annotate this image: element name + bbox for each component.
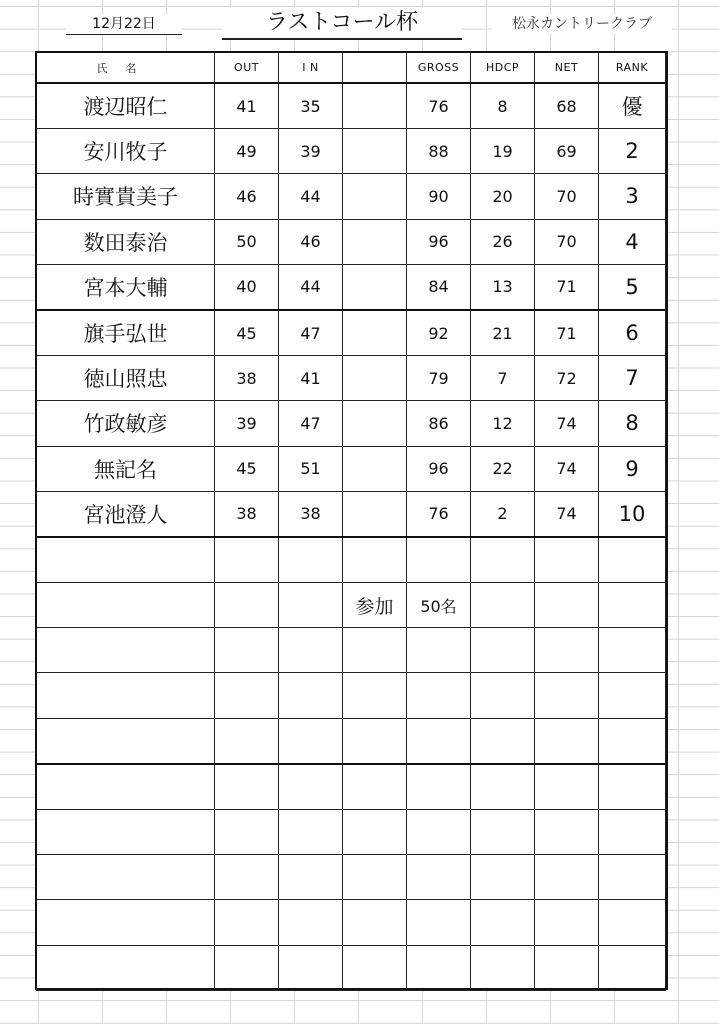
- net-score: 69: [535, 129, 599, 174]
- rank-value: 4: [599, 219, 666, 264]
- table-row: [37, 310, 666, 356]
- gross-score: 90: [407, 174, 471, 219]
- col-header-net: NET: [535, 53, 599, 84]
- rank-value: 8: [599, 401, 666, 446]
- out-score: 50: [215, 219, 279, 264]
- net-score: 68: [535, 83, 599, 129]
- player-name: 数田泰治: [37, 219, 215, 264]
- col-header-rank: RANK: [599, 53, 666, 84]
- in-score: 47: [279, 310, 343, 356]
- net-score: 70: [535, 174, 599, 219]
- in-score: 44: [279, 174, 343, 219]
- header-row: [37, 53, 666, 84]
- gross-score: 96: [407, 219, 471, 264]
- empty-row: [37, 810, 666, 855]
- rank-value: 優: [599, 83, 666, 129]
- date-label: 12月22日: [66, 14, 182, 35]
- table-row: [37, 356, 666, 401]
- blank-cell: [343, 401, 407, 446]
- out-score: 45: [215, 446, 279, 491]
- gross-score: 79: [407, 356, 471, 401]
- player-name: 渡辺昭仁: [37, 83, 215, 129]
- table-row: [37, 174, 666, 219]
- net-score: 74: [535, 401, 599, 446]
- hdcp-value: 12: [471, 401, 535, 446]
- in-score: 41: [279, 356, 343, 401]
- empty-row: [37, 718, 666, 764]
- in-score: 46: [279, 219, 343, 264]
- player-name: 安川牧子: [37, 129, 215, 174]
- col-header-in: I N: [279, 53, 343, 84]
- player-name: 宮池澄人: [37, 491, 215, 537]
- blank-cell: [343, 219, 407, 264]
- col-header-hdcp: HDCP: [471, 53, 535, 84]
- gross-score: 84: [407, 264, 471, 310]
- blank-cell: [343, 83, 407, 129]
- blank-cell: [343, 129, 407, 174]
- empty-row: [37, 900, 666, 945]
- in-score: 39: [279, 129, 343, 174]
- empty-row: [37, 764, 666, 810]
- player-name: 宮本大輔: [37, 264, 215, 310]
- in-score: 35: [279, 83, 343, 129]
- gross-score: 96: [407, 446, 471, 491]
- participation-row: [37, 583, 666, 628]
- hdcp-value: 19: [471, 129, 535, 174]
- rank-value: 6: [599, 310, 666, 356]
- empty-row: [37, 673, 666, 718]
- hdcp-value: 8: [471, 83, 535, 129]
- in-score: 38: [279, 491, 343, 537]
- net-score: 71: [535, 264, 599, 310]
- player-name: 無記名: [37, 446, 215, 491]
- empty-row: [37, 945, 666, 990]
- out-score: 45: [215, 310, 279, 356]
- player-name: 旗手弘世: [37, 310, 215, 356]
- rank-value: 5: [599, 264, 666, 310]
- blank-cell: [343, 174, 407, 219]
- blank-cell: [343, 356, 407, 401]
- empty-row: [37, 628, 666, 673]
- hdcp-value: 13: [471, 264, 535, 310]
- table-row: [37, 264, 666, 310]
- net-score: 71: [535, 310, 599, 356]
- in-score: 44: [279, 264, 343, 310]
- col-header-name: 氏名: [37, 53, 215, 84]
- net-score: 70: [535, 219, 599, 264]
- out-score: 39: [215, 401, 279, 446]
- col-header-gross: GROSS: [407, 53, 471, 84]
- out-score: 41: [215, 83, 279, 129]
- gross-score: 76: [407, 491, 471, 537]
- out-score: 38: [215, 491, 279, 537]
- hdcp-value: 2: [471, 491, 535, 537]
- page-title: ラストコール杯: [222, 8, 462, 40]
- rank-value: 3: [599, 174, 666, 219]
- blank-cell: [343, 446, 407, 491]
- out-score: 49: [215, 129, 279, 174]
- blank-cell: [343, 310, 407, 356]
- gross-score: 88: [407, 129, 471, 174]
- rank-value: 10: [599, 491, 666, 537]
- participation-count: 50名: [407, 583, 471, 628]
- table-row: [37, 83, 666, 129]
- hdcp-value: 26: [471, 219, 535, 264]
- rank-value: 2: [599, 129, 666, 174]
- rank-value: 7: [599, 356, 666, 401]
- player-name: 竹政敏彦: [37, 401, 215, 446]
- table-row: [37, 219, 666, 264]
- net-score: 74: [535, 491, 599, 537]
- blank-cell: [343, 491, 407, 537]
- player-name: 時實貴美子: [37, 174, 215, 219]
- in-score: 47: [279, 401, 343, 446]
- hdcp-value: 20: [471, 174, 535, 219]
- blank-cell: [343, 264, 407, 310]
- hdcp-value: 7: [471, 356, 535, 401]
- table-row: [37, 446, 666, 491]
- score-table: [36, 52, 666, 991]
- net-score: 72: [535, 356, 599, 401]
- out-score: 40: [215, 264, 279, 310]
- player-name: 徳山照忠: [37, 356, 215, 401]
- table-row: [37, 129, 666, 174]
- net-score: 74: [535, 446, 599, 491]
- gross-score: 86: [407, 401, 471, 446]
- empty-row: [37, 855, 666, 900]
- gross-score: 76: [407, 83, 471, 129]
- club-name: 松永カントリークラブ: [492, 14, 672, 34]
- in-score: 51: [279, 446, 343, 491]
- hdcp-value: 22: [471, 446, 535, 491]
- gross-score: 92: [407, 310, 471, 356]
- table-row: [37, 401, 666, 446]
- rank-value: 9: [599, 446, 666, 491]
- participation-label: 参加: [343, 583, 407, 628]
- out-score: 46: [215, 174, 279, 219]
- hdcp-value: 21: [471, 310, 535, 356]
- col-header-blank: [343, 53, 407, 84]
- col-header-out: OUT: [215, 53, 279, 84]
- table-row: [37, 491, 666, 537]
- empty-row: [37, 537, 666, 583]
- out-score: 38: [215, 356, 279, 401]
